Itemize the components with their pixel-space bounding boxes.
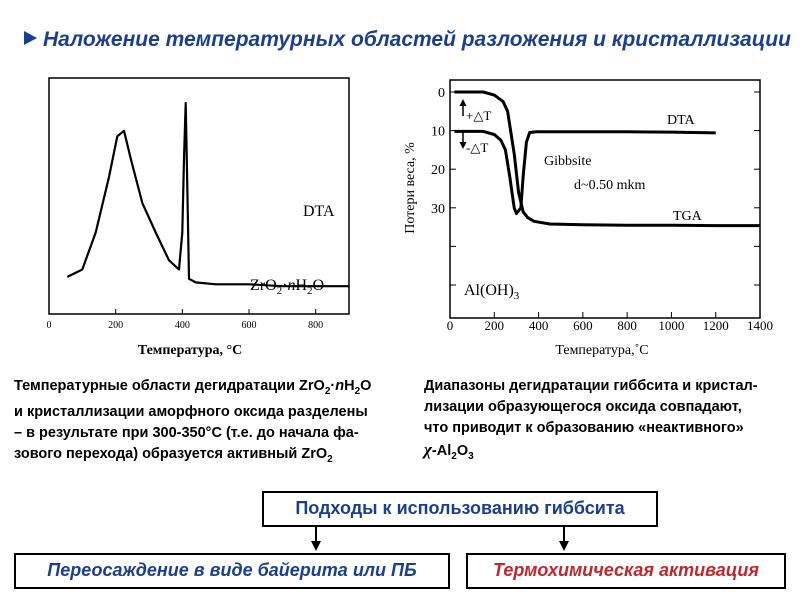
arrow-up-icon	[460, 99, 467, 106]
flow-arrows	[300, 524, 590, 554]
gibbsite-description	[424, 376, 758, 467]
dta-curve	[454, 131, 715, 213]
x-tick-label: 0	[446, 318, 454, 333]
text-line: $\chi-Al_2O_3$	[424, 440, 474, 462]
text-line: – в результате при 300-350°С (т.е. до начала фа-	[14, 424, 359, 441]
particle-size-label: d~0.50 mkm	[574, 178, 646, 193]
chart-zro2-dta	[0, 68, 380, 368]
arrow-down-icon	[559, 541, 569, 551]
triangle-bullet-icon	[24, 31, 37, 45]
x-axis-title: Температура, °C	[137, 343, 243, 358]
thermochemical-activation-box: Термохимическая активация	[466, 553, 786, 589]
sample-formula: $ZrO_2\cdot nH_2O$	[250, 277, 325, 297]
y-axis-title: Потери веса, %	[403, 142, 418, 234]
x-tick-label: 1400	[747, 318, 773, 333]
chart-gibbsite-dta-tga	[380, 68, 800, 368]
text-line: зового перехода) образуется активный ZrO$_2$	[14, 445, 333, 465]
x-axis-ticks	[47, 309, 324, 331]
x-tick-label: 400	[528, 318, 549, 333]
x-tick-label: 200	[484, 318, 505, 333]
x-tick-label: 200	[108, 320, 124, 331]
minus-dt-label: -△T	[466, 140, 489, 155]
x-tick-label: 1000	[658, 318, 685, 333]
x-tick-label: 800	[308, 320, 324, 331]
dta-label: DTA	[667, 113, 695, 128]
arrow-down-icon	[311, 541, 321, 551]
tga-curve	[454, 92, 760, 226]
x-tick-label: 800	[617, 318, 637, 333]
slide-title	[24, 28, 791, 52]
y-tick-label: 30	[431, 201, 445, 217]
x-tick-label: 600	[241, 320, 257, 331]
dta-label: DTA	[303, 203, 335, 220]
text-line: что приводит к образованию «неактивного»	[424, 420, 744, 436]
plus-dt-label: +△T	[466, 108, 492, 123]
sample-formula: $Al(OH)_3$	[464, 282, 520, 302]
text-line: Температурные области дегидратации $ZrO_2\cdot nH_2O$	[14, 378, 372, 397]
text-line: Диапазоны дегидратации гиббсита и кристал-	[424, 378, 758, 394]
y-tick-label: 10	[431, 124, 445, 140]
x-tick-label: 0	[46, 320, 52, 331]
reprecipitation-box: Переосаждение в виде байерита или ПБ	[14, 553, 450, 589]
y-tick-label: 20	[431, 163, 445, 179]
x-tick-label: 600	[573, 318, 593, 333]
zro2-description	[14, 376, 371, 470]
text-line: лизации образующегося оксида совпадают,	[424, 399, 742, 415]
slide-title-text: Наложение температурных областей разложения и кристаллизации	[43, 28, 791, 51]
x-axis-title: Температура,˚C	[555, 343, 649, 358]
text-line: и кристаллизации аморфного оксида разделены	[14, 403, 368, 420]
dta-curve	[67, 103, 349, 286]
x-tick-label: 1200	[702, 318, 729, 333]
x-tick-label: 400	[174, 320, 190, 331]
y-tick-label: 0	[438, 86, 445, 101]
gibbsite-label: Gibbsite	[544, 154, 592, 169]
tga-label: TGA	[673, 209, 702, 224]
approaches-box: Подходы к использованию гиббсита	[262, 491, 658, 527]
